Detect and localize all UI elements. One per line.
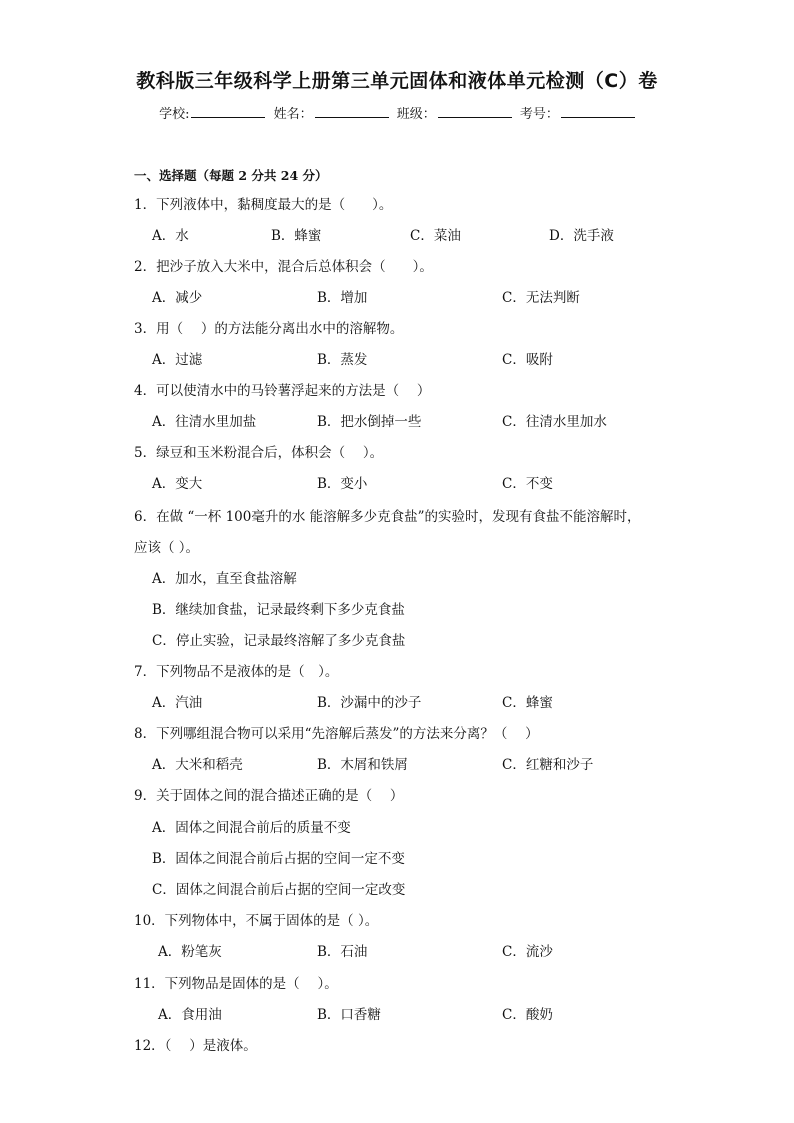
name-blank[interactable] [315, 105, 389, 118]
question-3: 3．用（ ）的方法能分离出水中的溶解物。 [134, 321, 404, 337]
question-11: 11．下列物品是固体的是（ ）。 [134, 976, 338, 992]
question-10: 10．下列物体中，不属于固体的是（ ）。 [134, 913, 379, 929]
question-9: 9．关于固体之间的混合描述正确的是（ ） [134, 788, 404, 804]
q7-option-b[interactable]: B．沙漏中的沙子 [317, 695, 422, 711]
q8-option-a[interactable]: A．大米和稻壳 [152, 757, 243, 773]
q1-option-c[interactable]: C．菜油 [410, 228, 461, 244]
q2-option-c[interactable]: C．无法判断 [502, 290, 580, 306]
q6-option-a[interactable]: A．加水，直至食盐溶解 [152, 571, 297, 587]
q8-option-b[interactable]: B．木屑和铁屑 [317, 757, 408, 773]
student-info-row [0, 103, 794, 122]
q10-option-a[interactable]: A．粉笔灰 [158, 944, 222, 960]
question-4: 4．可以使清水中的马铃薯浮起来的方法是（ ） [134, 383, 431, 399]
section-title: 一、选择题（每题 2 分共 24 分） [134, 168, 328, 183]
q11-option-a[interactable]: A．食用油 [158, 1007, 222, 1023]
q1-option-d[interactable]: D．洗手液 [549, 228, 614, 244]
class-blank[interactable] [438, 105, 512, 118]
question-6-continued: 应该（ ）。 [134, 540, 200, 556]
q9-option-b[interactable]: B．固体之间混合前后占据的空间一定不变 [152, 851, 405, 867]
school-field: 学校: [159, 103, 265, 122]
question-7: 7．下列物品不是液体的是（ ）。 [134, 664, 339, 680]
page-title: 教科版三年级科学上册第三单元固体和液体单元检测（C）卷 [136, 70, 658, 92]
question-6: 6．在做 “一杯 100毫升的水 能溶解多少克食盐”的实验时，发现有食盐不能溶解时， [134, 509, 641, 525]
q1-option-b[interactable]: B．蜂蜜 [271, 228, 322, 244]
q5-option-a[interactable]: A．变大 [152, 476, 203, 492]
q11-option-b[interactable]: B．口香糖 [317, 1007, 381, 1023]
exam-number-blank[interactable] [561, 105, 635, 118]
q9-option-a[interactable]: A．固体之间混合前后的质量不变 [152, 820, 351, 836]
q4-option-c[interactable]: C．往清水里加水 [502, 414, 607, 430]
question-12: 12．（ ）是液体。 [134, 1038, 257, 1054]
q8-option-c[interactable]: C．红糖和沙子 [502, 757, 594, 773]
q3-option-a[interactable]: A．过滤 [152, 352, 203, 368]
q6-option-c[interactable]: C．停止实验，记录最终溶解了多少克食盐 [152, 633, 406, 649]
question-5: 5．绿豆和玉米粉混合后，体积会（ ）。 [134, 445, 384, 461]
question-1: 1．下列液体中，黏稠度最大的是（ ）。 [134, 197, 393, 213]
q7-option-c[interactable]: C．蜂蜜 [502, 695, 553, 711]
q3-option-c[interactable]: C．吸附 [502, 352, 553, 368]
q9-option-c[interactable]: C．固体之间混合前后占据的空间一定改变 [152, 882, 406, 898]
q11-option-c[interactable]: C．酸奶 [502, 1007, 553, 1023]
q2-option-b[interactable]: B．增加 [317, 290, 368, 306]
q2-option-a[interactable]: A．减少 [152, 290, 203, 306]
q6-option-b[interactable]: B．继续加食盐，记录最终剩下多少克食盐 [152, 602, 405, 618]
name-field: 姓名： [274, 103, 389, 122]
q4-option-b[interactable]: B．把水倒掉一些 [317, 414, 422, 430]
question-2: 2．把沙子放入大米中，混合后总体积会（ ）。 [134, 259, 433, 275]
q3-option-b[interactable]: B．蒸发 [317, 352, 368, 368]
q7-option-a[interactable]: A．汽油 [152, 695, 203, 711]
q1-option-a[interactable]: A．水 [152, 228, 189, 244]
question-8: 8．下列哪组混合物可以采用“先溶解后蒸发”的方法来分离？（ ） [134, 726, 539, 742]
exam-number-field: 考号： [520, 103, 635, 122]
q10-option-c[interactable]: C．流沙 [502, 944, 553, 960]
q5-option-c[interactable]: C．不变 [502, 476, 553, 492]
q4-option-a[interactable]: A．往清水里加盐 [152, 414, 257, 430]
q5-option-b[interactable]: B．变小 [317, 476, 368, 492]
school-blank[interactable] [191, 105, 265, 118]
class-field: 班级： [397, 103, 512, 122]
q10-option-b[interactable]: B．石油 [317, 944, 368, 960]
